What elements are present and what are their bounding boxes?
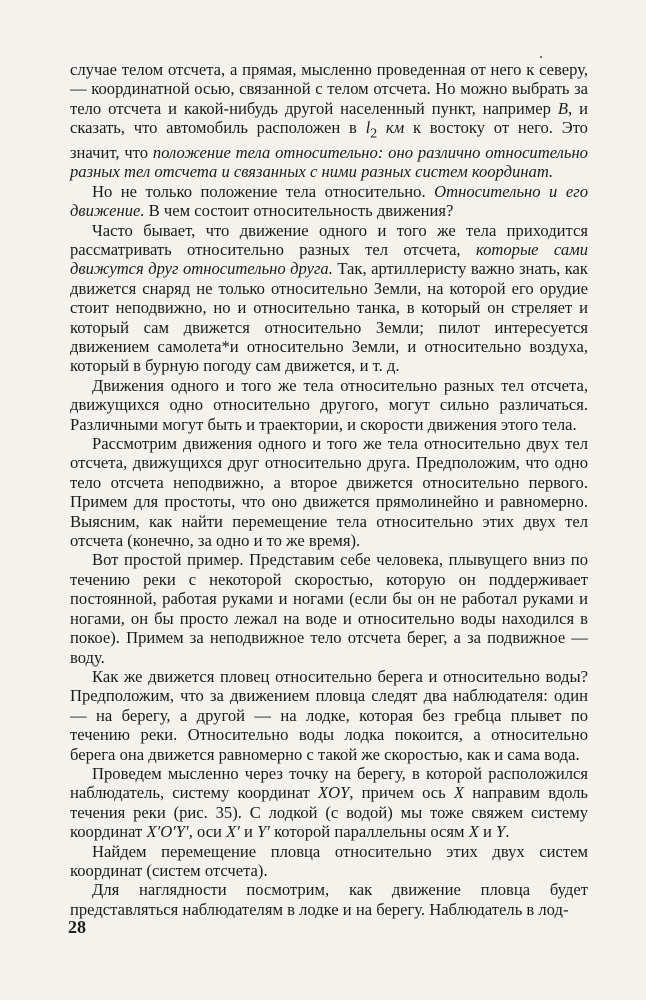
text-run: Движения одного и того же тела относительно разных тел отсчета, движущихся одно относительно другого, могут сильно различаться. Различными могут быть и траектории, и скорости движения этого тела. — [70, 375, 588, 434]
text-run: , и сказать, что автомобиль расположен в — [70, 98, 588, 138]
text-run-italic: XOY — [317, 783, 350, 803]
text-run-italic: км — [377, 118, 405, 138]
text-run-italic: Y′ — [257, 822, 270, 842]
text-run: , оси — [188, 822, 227, 842]
text-run: случае телом отсчета, а прямая, мысленно проведенная от него к северу, — координатной осью, связанной с телом отсчета. Но можно выбрать за тело отсчета и какой-нибудь другой населенный пункт, например — [70, 60, 588, 118]
text-run-italic: положение тела относительно: оно различно относительно разных тел отсчета и связанных с ними разных систем координат. — [70, 142, 588, 182]
text-run-italic: B — [557, 98, 569, 118]
text-run-italic: Относительно и его движение. — [70, 181, 588, 221]
print-speck — [540, 56, 542, 58]
text-run: Найдем перемещение пловца относительно этих двух систем координат (систем отсчета). — [70, 841, 588, 880]
text-run: , причем ось — [349, 783, 454, 803]
page-number: 28 — [68, 917, 86, 937]
text-run: Проведем мысленно через точку на берегу, в которой расположился наблюдатель, систему координат — [70, 763, 588, 803]
text-run-italic: l — [365, 118, 371, 138]
text-run-italic: X — [468, 822, 479, 842]
paragraph-5 — [70, 434, 588, 550]
paragraph-8 — [70, 764, 588, 842]
paragraph-7 — [70, 667, 588, 764]
text-run: Рассмотрим движения одного и того же тела относительно двух тел отсчета, движущихся друг относительно друга. Предположим, что одно тело отсчета неподвижно, а второе движется относительно первого. Примем для простоты, что оно движется прямолинейно и равномерно. Выясним, как найти перемещение тела относительно этих двух тел отсчета (конечно, за одно и то же время). — [70, 434, 588, 551]
text-run: Для наглядности посмотрим, как движение пловца будет представляться наблюдателям в лодке и на берегу. Наблюдатель в лод- — [70, 880, 588, 919]
page-body — [70, 60, 588, 919]
text-run-italic: Y — [496, 822, 506, 842]
text-run-italic: X — [453, 783, 465, 803]
paragraph-4 — [70, 376, 588, 434]
paragraph-9 — [70, 842, 588, 881]
paragraph-1 — [70, 60, 588, 182]
paragraph-6 — [70, 550, 588, 666]
text-run: которой параллельны осям — [269, 822, 469, 842]
paragraph-3 — [70, 221, 588, 376]
text-run: Но не только положение тела относительно. — [92, 181, 435, 201]
text-run-subscript: 2 — [370, 125, 378, 141]
text-run: В чем состоит относительность движения? — [144, 201, 454, 221]
text-run: к востоку от него. Это значит, что — [70, 118, 588, 162]
text-run: Часто бывает, что движение одного и того же тела приходится рассматривать относительно разных тел отсчета, — [70, 220, 588, 259]
text-run: и — [478, 822, 497, 842]
text-run-italic: X′O′Y′ — [146, 822, 189, 842]
text-run: и — [239, 822, 258, 842]
text-run: направим вдоль течения реки (рис. 35). С лодкой (с водой) мы тоже свяжем систему координат — [70, 783, 588, 842]
text-run: . — [505, 822, 510, 842]
paragraph-2 — [70, 182, 588, 221]
text-run: Так, артиллеристу важно знать, как движется снаряд не только относительно Земли, на которой его орудие стоит неподвижно, но и относительно танка, в который он стреляет и который сам движется относительно Земли; пилот интересуется движением самолета*и относительно Земли, и относительно воздуха, который в бурную погоду сам движется, и т. д. — [70, 259, 588, 376]
text-run-italic: X′ — [226, 822, 240, 842]
text-run-italic: которые сами движутся друг относительно друга. — [70, 239, 589, 279]
paragraph-10 — [70, 880, 588, 919]
text-run: Как же движется пловец относительно берега и относительно воды? Предположим, что за движением пловца следят два наблюдателя: один — на берегу, а другой — на лодке, которая без гребца плывет по течению реки. Относительно воды лодка покоится, а относительно берега она движется равномерно с такой же скоростью, как и сама вода. — [70, 666, 588, 764]
text-run: Вот простой пример. Представим себе человека, плывущего вниз по течению реки с некоторой скоростью, которую он поддерживает постоянной, работая руками и ногами (если бы он не работал руками и ногами, он бы просто лежал на воде и относительно воды находился в покое). Примем за неподвижное тело отсчета берег, а за подвижное — воду. — [70, 550, 588, 667]
